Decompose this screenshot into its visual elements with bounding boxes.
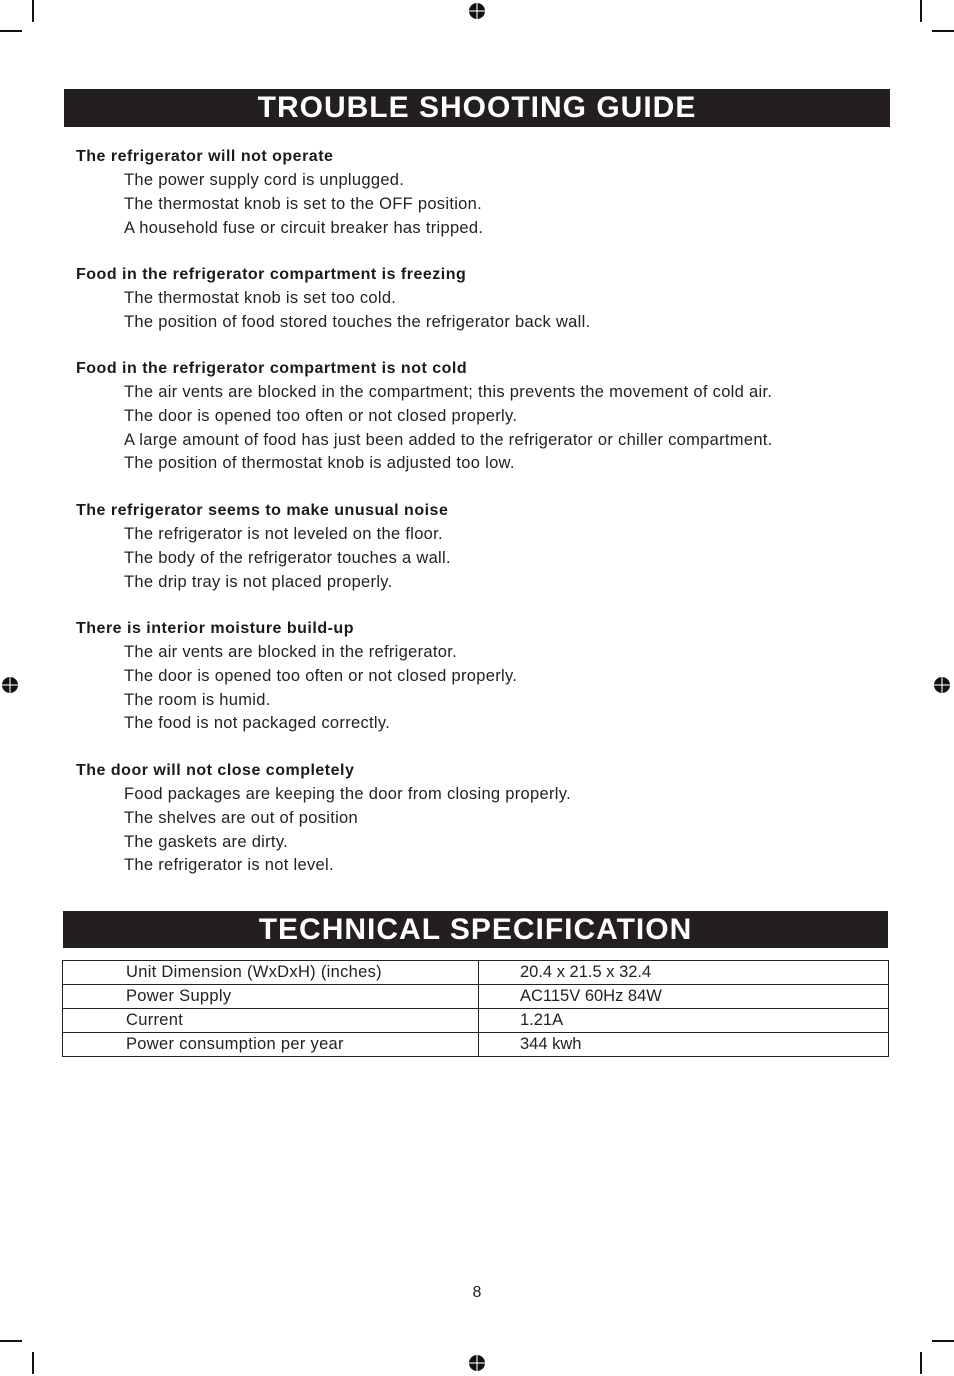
section-title: Food in the refrigerator compartment is not cold [76, 360, 468, 377]
cause-item: The air vents are blocked in the compartment; this prevents the movement of cold air. [124, 383, 773, 401]
cause-item: The body of the refrigerator touches a wall. [124, 548, 451, 567]
crop-mark [32, 1352, 34, 1374]
section-title: There is interior moisture build-up [76, 620, 354, 637]
cause-item: A household fuse or circuit breaker has tripped. [124, 218, 484, 237]
cause-item: Food packages are keeping the door from closing properly. [124, 785, 571, 803]
section-title: Food in the refrigerator compartment is freezing [76, 266, 467, 283]
table-row [63, 1009, 889, 1033]
table-row [63, 961, 889, 985]
cause-item: The position of thermostat knob is adjusted too low. [124, 454, 515, 473]
cause-item: The door is opened too often or not closed properly. [124, 406, 518, 425]
cause-item: The refrigerator is not leveled on the floor. [124, 525, 443, 543]
section-title: The door will not close completely [76, 762, 355, 779]
spec-label: Unit Dimension (WxDxH) (inches) [63, 961, 479, 985]
spec-value: 20.4 x 21.5 x 32.4 [479, 961, 889, 985]
trouble-section [76, 145, 876, 240]
cause-item: The power supply cord is unplugged. [124, 171, 405, 189]
trouble-shooting-heading: TROUBLE SHOOTING GUIDE [64, 89, 890, 127]
cause-item: The refrigerator is not level. [124, 856, 334, 875]
technical-specification-heading: TECHNICAL SPECIFICATION [63, 911, 888, 948]
cause-item: The thermostat knob is set too cold. [124, 289, 397, 307]
spec-label: Power Supply [63, 985, 479, 1009]
table-row [63, 1033, 889, 1057]
crop-mark [932, 1340, 954, 1342]
cause-item: The drip tray is not placed properly. [124, 572, 393, 591]
registration-mark-icon [469, 1355, 485, 1371]
cause-item: A large amount of food has just been added to the refrigerator or chiller compartment. [124, 430, 773, 449]
table-row [63, 985, 889, 1009]
crop-mark [920, 1352, 922, 1374]
registration-mark-icon [469, 3, 485, 19]
cause-item: The shelves are out of position [124, 808, 359, 827]
specification-table [62, 960, 889, 1057]
spec-label: Current [63, 1009, 479, 1033]
cause-item: The air vents are blocked in the refrigerator. [124, 643, 457, 661]
crop-mark [32, 0, 34, 22]
trouble-section [76, 617, 876, 736]
cause-item: The gaskets are dirty. [124, 832, 289, 851]
trouble-section [76, 357, 876, 476]
cause-item: The food is not packaged correctly. [124, 714, 391, 733]
crop-mark [0, 1340, 22, 1342]
spec-value: 344 kwh [479, 1033, 889, 1057]
crop-mark [932, 30, 954, 32]
section-title: The refrigerator seems to make unusual noise [76, 502, 449, 519]
cause-item: The position of food stored touches the refrigerator back wall. [124, 312, 591, 331]
registration-mark-icon [2, 677, 18, 693]
spec-value: AC115V 60Hz 84W [479, 985, 889, 1009]
trouble-section [76, 263, 876, 335]
spec-label: Power consumption per year [63, 1033, 479, 1057]
trouble-section [76, 759, 876, 878]
section-title: The refrigerator will not operate [76, 148, 334, 165]
page-number: 8 [472, 1284, 482, 1301]
crop-mark [0, 30, 22, 32]
registration-mark-icon [934, 677, 950, 693]
trouble-section [76, 499, 876, 594]
cause-item: The room is humid. [124, 690, 271, 709]
cause-item: The thermostat knob is set to the OFF position. [124, 194, 483, 213]
crop-mark [920, 0, 922, 22]
spec-value: 1.21A [479, 1009, 889, 1033]
cause-item: The door is opened too often or not closed properly. [124, 666, 518, 685]
